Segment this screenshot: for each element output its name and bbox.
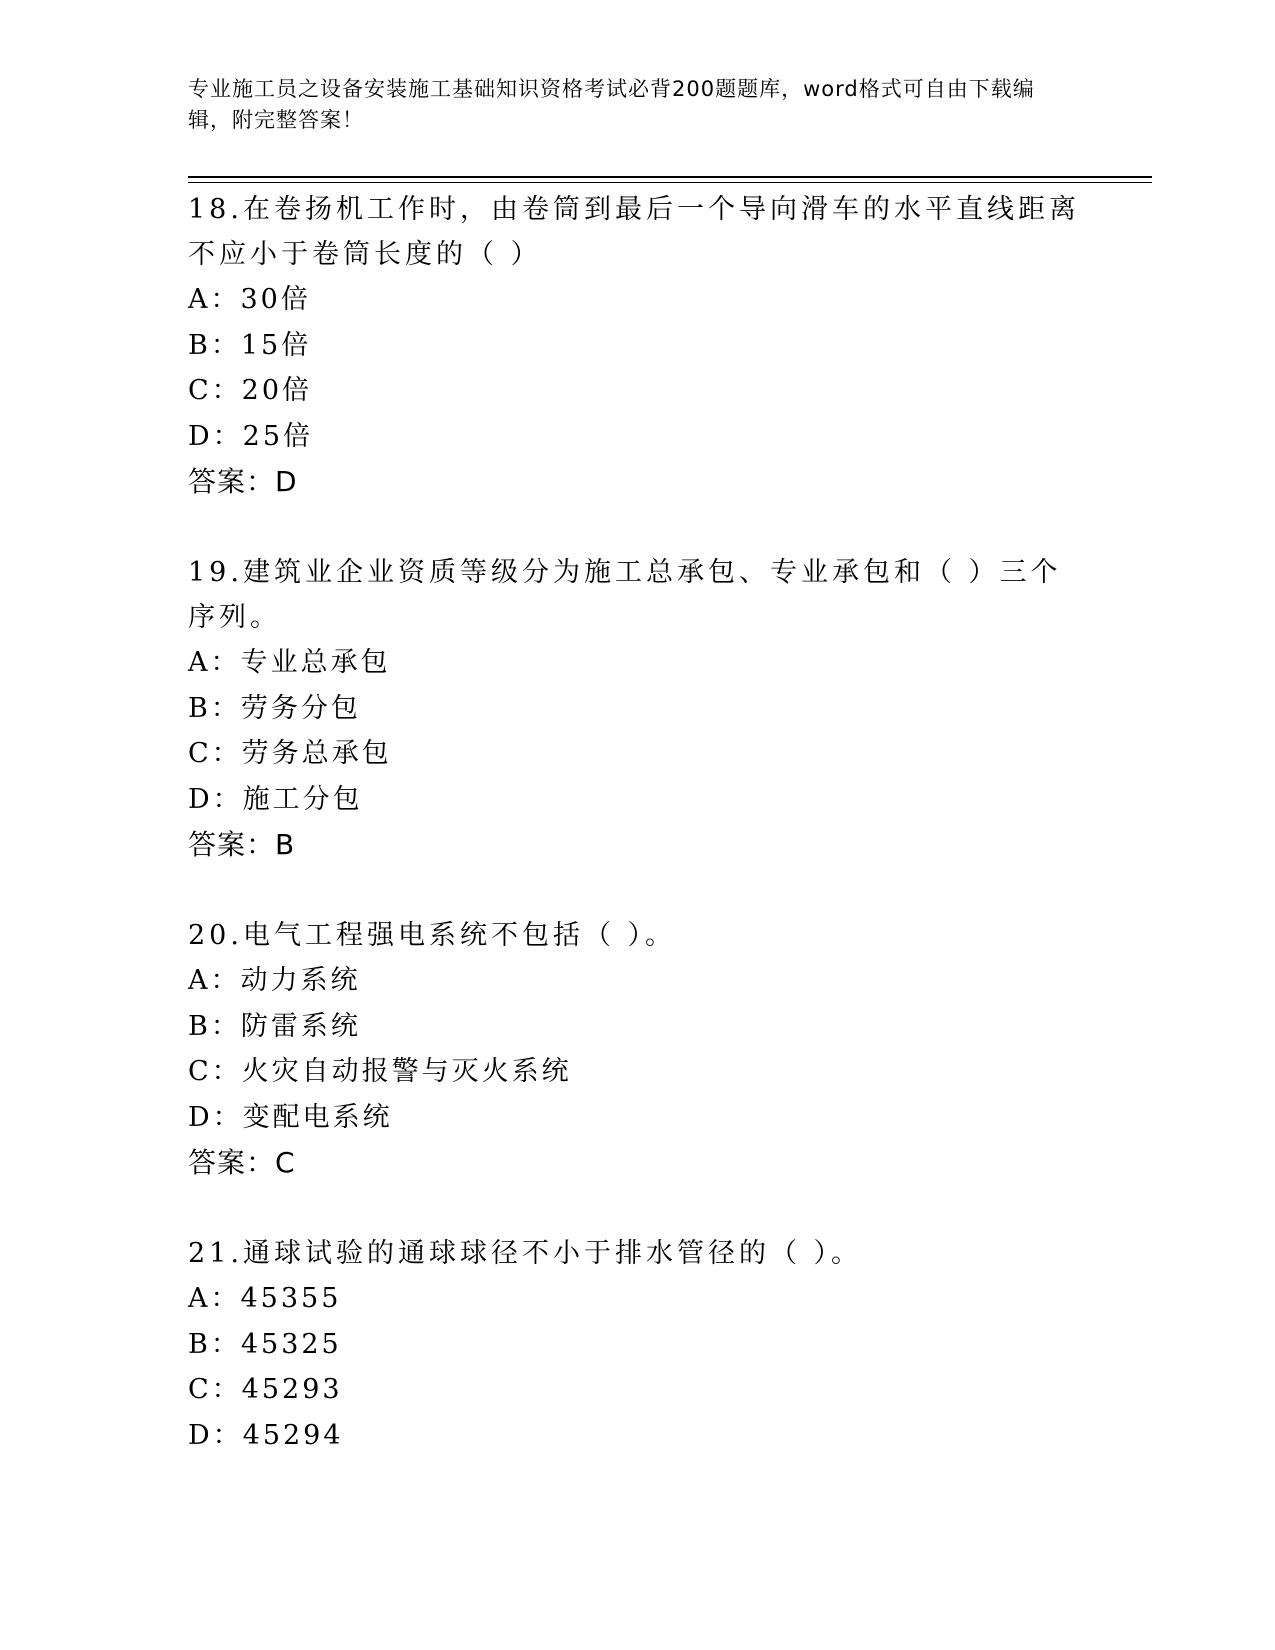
- option-b: B：劳务分包: [188, 692, 361, 724]
- option-b: B：15倍: [188, 329, 312, 361]
- document-header: 专业施工员之设备安装施工基础知识资格考试必背200题题库，word格式可自由下载编辑，附完整答案！: [188, 77, 1035, 132]
- option-a: A：专业总承包: [188, 647, 391, 678]
- option-c: C：20倍: [188, 375, 313, 406]
- option-b: B：防雷系统: [188, 1010, 361, 1042]
- question-text: 21.通球试验的通球球径不小于排水管径的（ ）。: [188, 1238, 863, 1269]
- question-18: [188, 187, 1088, 504]
- question-text: 18.在卷扬机工作时，由卷筒到最后一个导向滑车的水平直线距离不应小于卷筒长度的（ ）: [188, 194, 1080, 270]
- option-b: B：45325: [188, 1328, 342, 1360]
- option-a: A：动力系统: [188, 965, 361, 996]
- option-a: A：45355: [188, 1283, 342, 1314]
- option-a: A：30倍: [188, 284, 311, 315]
- answer-text: 答案：D: [188, 465, 298, 498]
- header-divider-thin: [188, 182, 1152, 183]
- question-21: [188, 1231, 1088, 1458]
- question-list: [188, 187, 1088, 1504]
- answer-text: 答案：C: [188, 1146, 296, 1179]
- question-20: [188, 913, 1088, 1185]
- question-19: [188, 550, 1088, 867]
- option-d: D：45294: [188, 1419, 344, 1451]
- option-c: C：劳务总承包: [188, 738, 392, 769]
- header-divider-thick: [188, 176, 1152, 178]
- option-c: C：火灾自动报警与灭火系统: [188, 1056, 572, 1087]
- option-d: D：变配电系统: [188, 1101, 393, 1133]
- option-d: D：25倍: [188, 420, 314, 452]
- option-d: D：施工分包: [188, 783, 363, 815]
- option-c: C：45293: [188, 1374, 343, 1405]
- question-text: 20.电气工程强电系统不包括（ ）。: [188, 920, 677, 951]
- question-text: 19.建筑业企业资质等级分为施工总承包、专业承包和（ ）三个序列。: [188, 557, 1062, 633]
- answer-text: 答案：B: [188, 828, 296, 861]
